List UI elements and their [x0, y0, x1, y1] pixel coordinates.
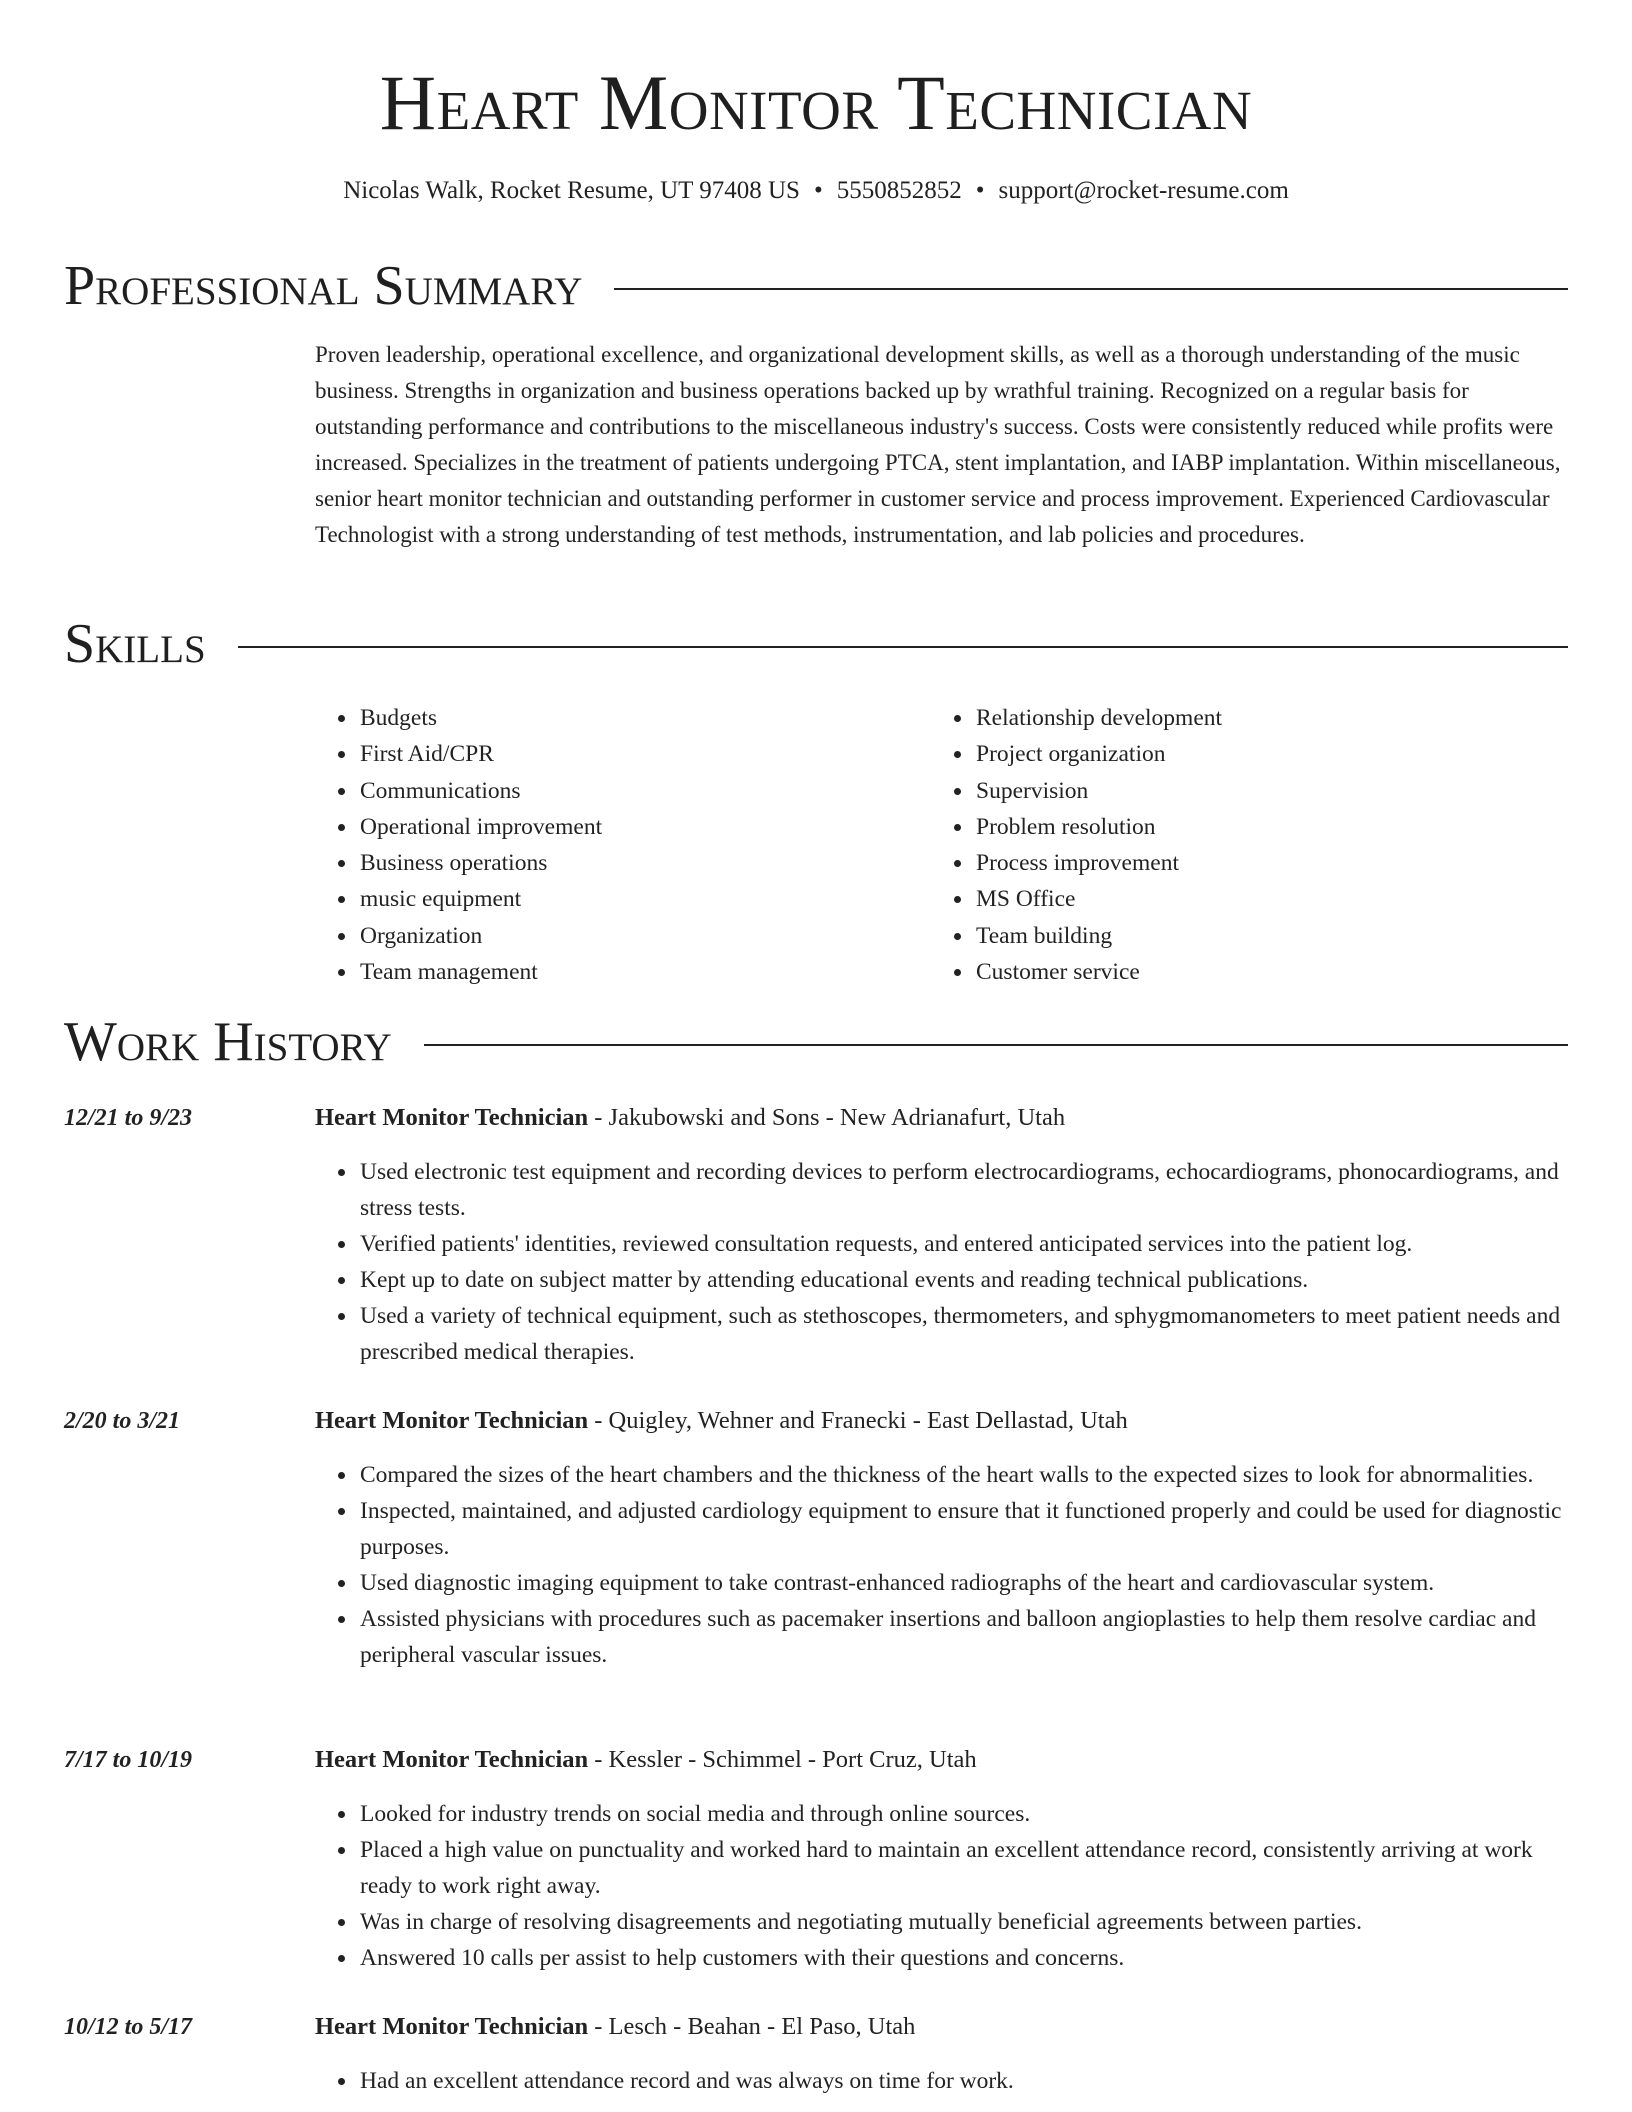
- section-divider: [614, 288, 1568, 290]
- job-bullet: • Used diagnostic imaging equipment to take contrast-enhanced radiographs of the heart and cardiovascular system.: [358, 1565, 1570, 1601]
- job-bullet: • Used a variety of technical equipment, such as stethoscopes, thermometers, and sphygmomanometers to meet patient needs and prescribed medical therapies.: [358, 1298, 1570, 1370]
- job-bullets: [315, 1796, 1570, 1976]
- job-bullet: • Placed a high value on punctuality and worked hard to maintain an excellent attendance record, consistently arriving at work ready to work right away.: [358, 1832, 1570, 1904]
- job-company-location: - Kessler - Schimmel - Port Cruz, Utah: [588, 1746, 977, 1773]
- resume-name-title: Heart Monitor Technician: [379, 59, 1253, 146]
- skill-item: • Process improvement: [974, 845, 1534, 881]
- skill-item: • Communications: [358, 773, 918, 809]
- job-company-location: - Lesch - Beahan - El Paso, Utah: [588, 2013, 916, 2040]
- section-divider: [424, 1044, 1568, 1046]
- work-section-header: [64, 1010, 1568, 1074]
- job-bullet: • Inspected, maintained, and adjusted cardiology equipment to ensure that it functioned properly and could be used for diagnostic purposes.: [358, 1493, 1570, 1565]
- job-bullet: • Used electronic test equipment and recording devices to perform electrocardiograms, echocardiograms, phonocardiograms, and stress tests.: [358, 1154, 1570, 1226]
- skill-item: • Customer service: [974, 954, 1534, 990]
- job-bullets: [315, 1154, 1570, 1370]
- skill-item: • First Aid/CPR: [358, 736, 918, 772]
- job-header: [315, 1100, 1065, 1136]
- job-title: Heart Monitor Technician: [315, 1407, 589, 1434]
- skill-item: • Supervision: [974, 773, 1534, 809]
- summary-section-title: Professional Summary: [64, 255, 583, 317]
- job-bullet: • Compared the sizes of the heart chambers and the thickness of the heart walls to the expected sizes to look for abnormalities.: [358, 1457, 1570, 1493]
- job-bullet: • Had an excellent attendance record and was always on time for work.: [358, 2063, 1570, 2099]
- job-header: [315, 1403, 1128, 1439]
- skill-item: • Team management: [358, 954, 918, 990]
- skill-item: • Project organization: [974, 736, 1534, 772]
- job-bullet: • Was in charge of resolving disagreements and negotiating mutually beneficial agreements between parties.: [358, 1904, 1570, 1940]
- job-bullet: • Assisted physicians with procedures such as pacemaker insertions and balloon angioplasties to help them resolve cardiac and peripheral vascular issues.: [358, 1601, 1570, 1673]
- job-title: Heart Monitor Technician: [315, 2013, 589, 2040]
- job-header: [315, 1742, 977, 1778]
- job-bullet: • Verified patients' identities, reviewed consultation requests, and entered anticipated services into the patient log.: [358, 1226, 1570, 1262]
- contact-separator: •: [975, 177, 985, 204]
- contact-line: [0, 174, 1632, 208]
- job-dates: 12/21 to 9/23: [64, 1105, 193, 1131]
- job-company-location: - Jakubowski and Sons - New Adrianafurt, Utah: [588, 1104, 1066, 1131]
- job-bullets: [315, 1457, 1570, 1673]
- job-header: [315, 2009, 915, 2045]
- skills-list-left: [315, 700, 918, 990]
- summary-text: Proven leadership, operational excellence, and organizational development skills, as well as a thorough understanding of the music business. Strengths in organization and business operations backed up by wrathful training. Recognized on a regular basis for outstanding performance and contributions to the miscellaneous industry's success. Costs were consistently reduced while profits were increased. Specializes in the treatment of patients undergoing PTCA, stent implantation, and IABP implantation. Within miscellaneous, senior heart monitor technician and outstanding performer in customer service and process improvement. Experienced Cardiovascular Technologist with a strong understanding of test methods, instrumentation, and lab policies and procedures.: [315, 342, 1561, 547]
- skill-item: • Problem resolution: [974, 809, 1534, 845]
- job-dates: 10/12 to 5/17: [64, 2014, 193, 2040]
- job-dates: 7/17 to 10/19: [64, 1747, 193, 1773]
- job-bullet: • Looked for industry trends on social media and through online sources.: [358, 1796, 1570, 1832]
- work-section-title: Work History: [64, 1011, 392, 1073]
- job-dates: 2/20 to 3/21: [64, 1408, 181, 1434]
- skill-item: • MS Office: [974, 881, 1534, 917]
- job-bullet: • Answered 10 calls per assist to help customers with their questions and concerns.: [358, 1940, 1570, 1976]
- skill-item: • Organization: [358, 918, 918, 954]
- skill-item: • Budgets: [358, 700, 918, 736]
- section-divider: [238, 646, 1568, 648]
- contact-address: Nicolas Walk, Rocket Resume, UT 97408 US: [343, 177, 800, 204]
- contact-phone: 5550852852: [836, 177, 962, 204]
- contact-email: support@rocket-resume.com: [998, 177, 1289, 204]
- skill-item: • Business operations: [358, 845, 918, 881]
- contact-separator: •: [813, 177, 823, 204]
- skills-section-title: Skills: [64, 613, 206, 675]
- summary-section-header: [64, 254, 1568, 318]
- skills-section-header: [64, 612, 1568, 676]
- skill-item: • Relationship development: [974, 700, 1534, 736]
- job-bullet: • Kept up to date on subject matter by attending educational events and reading technical publications.: [358, 1262, 1570, 1298]
- skill-item: • Operational improvement: [358, 809, 918, 845]
- job-company-location: - Quigley, Wehner and Franecki - East Dellastad, Utah: [588, 1407, 1128, 1434]
- job-title: Heart Monitor Technician: [315, 1104, 589, 1131]
- job-title: Heart Monitor Technician: [315, 1746, 589, 1773]
- skill-item: • Team building: [974, 918, 1534, 954]
- skill-item: • music equipment: [358, 881, 918, 917]
- skills-list-right: [931, 700, 1534, 990]
- job-bullets: [315, 2063, 1570, 2099]
